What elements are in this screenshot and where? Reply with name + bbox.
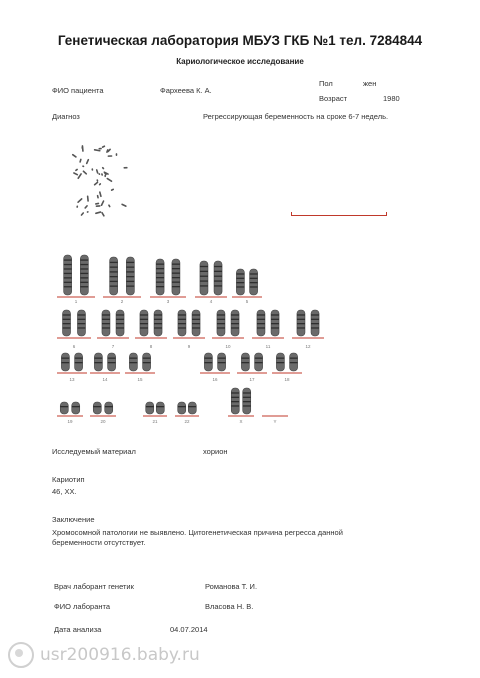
spread-chromosome [73, 172, 79, 176]
spread-chromosome [116, 153, 118, 156]
chromosome-band [140, 323, 148, 324]
chromosome-band [129, 358, 137, 359]
chromosome-number-label: 10 [225, 344, 231, 349]
chromosome-band [80, 277, 88, 278]
chromosome-band [80, 286, 88, 287]
chromosome-band [243, 397, 251, 398]
spread-chromosome [72, 154, 77, 159]
chromosome-band [214, 280, 222, 281]
chromosome-band [231, 323, 239, 324]
chromosome-band [80, 268, 88, 269]
chromosome-band [297, 319, 305, 320]
chromosome-band [236, 278, 244, 279]
spread-chromosome [82, 165, 85, 167]
chromosome-number-label: 1 [74, 299, 78, 304]
chromosome-band [236, 282, 244, 283]
chromosome-band [178, 314, 186, 315]
chromosome-band [271, 323, 279, 324]
chromosome-number-label: X [239, 419, 243, 424]
spread-chromosome [81, 146, 83, 149]
chromosome-band [172, 282, 180, 283]
chromosome-band [257, 319, 265, 320]
chromosome-band [77, 314, 85, 315]
chromosome-band [63, 323, 71, 324]
chromosome-number-label: 12 [305, 344, 311, 349]
spread-chromosome [86, 211, 89, 213]
chromosome-band [214, 276, 222, 277]
baby-logo-icon [8, 642, 34, 668]
karyogram-divider-line [291, 215, 387, 216]
analysis-date-label: Дата анализа [54, 625, 102, 634]
chromosome-number-label: 11 [265, 344, 271, 349]
spread-chromosome [84, 205, 88, 209]
chromosome-number-label: 6 [72, 344, 76, 349]
spread-chromosome [111, 188, 115, 191]
chromosome-band [143, 362, 151, 363]
chromosome-band [64, 282, 72, 283]
chromosome-number-label: 15 [137, 377, 143, 382]
chromosome-number-label: 16 [212, 377, 218, 382]
watermark-text: usr200916.baby.ru [40, 645, 200, 665]
chromosome-band [217, 319, 225, 320]
analysis-date-value: 04.07.2014 [170, 625, 208, 634]
chromosome-band [80, 264, 88, 265]
chromosome-band [156, 286, 164, 287]
chromosome-band [61, 362, 69, 363]
doctor-label: Врач лаборант генетик [54, 582, 134, 591]
spread-chromosome [80, 212, 84, 216]
chromosome-band [178, 323, 186, 324]
chromosome-band [311, 327, 319, 328]
chromosome-band [214, 271, 222, 272]
chromosome-band [231, 392, 239, 393]
chromosome-band [64, 259, 72, 260]
chromosome-band [200, 271, 208, 272]
chromosome-band [156, 406, 164, 407]
chromosome-band [156, 277, 164, 278]
chromosome-band [129, 362, 137, 363]
chromosome [93, 402, 101, 414]
chromosome-band [102, 314, 110, 315]
chromosome-band [102, 319, 110, 320]
chromosome-band [110, 281, 118, 282]
chromosome-number-label: 4 [209, 299, 213, 304]
chromosome-band [297, 323, 305, 324]
chromosome-band [75, 358, 83, 359]
chromosome-band [140, 327, 148, 328]
chromosome-band [172, 286, 180, 287]
material-value: хорион [203, 447, 228, 456]
chromosome-number-label: 3 [166, 299, 170, 304]
diagnosis-label: Диагноз [52, 112, 80, 121]
chromosome-band [64, 277, 72, 278]
chromosome-band [243, 405, 251, 406]
chromosome-band [63, 314, 71, 315]
chromosome-band [108, 358, 116, 359]
chromosome [156, 402, 164, 414]
patient-name-label: ФИО пациента [52, 86, 104, 95]
chromosome-band [200, 280, 208, 281]
chromosome-band [250, 286, 258, 287]
spread-chromosome [82, 170, 87, 175]
spread-chromosome [97, 195, 99, 199]
conclusion-label: Заключение [52, 515, 95, 524]
chromosome-band [64, 264, 72, 265]
metaphase-spread-image [65, 140, 135, 220]
chromosome-band [178, 319, 186, 320]
chromosome-band [143, 358, 151, 359]
chromosome-band [80, 282, 88, 283]
chromosome-band [290, 358, 298, 359]
chromosome-number-label: 5 [245, 299, 249, 304]
chromosome-band [218, 358, 226, 359]
chromosome-band [231, 314, 239, 315]
spread-chromosome [91, 168, 93, 171]
chromosome-band [178, 406, 186, 407]
chromosome-number-label: 21 [152, 419, 158, 424]
chromosome-band [231, 405, 239, 406]
chromosome-band [192, 319, 200, 320]
chromosome-band [217, 314, 225, 315]
chromosome-band [290, 362, 298, 363]
chromosome-band [257, 314, 265, 315]
spread-chromosome [101, 173, 103, 176]
spread-chromosome [108, 155, 113, 157]
chromosome [64, 255, 72, 295]
chromosome-band [217, 323, 225, 324]
chromosome-band [276, 362, 284, 363]
chromosome-band [93, 406, 101, 407]
chromosome-band [243, 401, 251, 402]
chromosome-band [214, 285, 222, 286]
chromosome-band [80, 273, 88, 274]
spread-chromosome [76, 205, 78, 208]
spread-chromosome [101, 212, 105, 217]
chromosome-band [80, 259, 88, 260]
chromosome-band [77, 323, 85, 324]
chromosome-number-label: Y [273, 419, 277, 424]
lab-assistant-label: ФИО лаборанта [54, 602, 111, 611]
spread-chromosome [98, 173, 101, 176]
page-title: Генетическая лаборатория МБУЗ ГКБ №1 тел. 7284844 [57, 33, 423, 48]
chromosome [188, 402, 196, 414]
chromosome-band [146, 406, 154, 407]
chromosome-band [102, 327, 110, 328]
chromosome [178, 402, 186, 414]
spread-chromosome [100, 200, 104, 206]
spread-chromosome [104, 175, 106, 177]
chromosome-band [241, 362, 249, 363]
chromosome [80, 255, 88, 295]
chromosome-band [311, 323, 319, 324]
spread-chromosome [108, 204, 111, 208]
chromosome-band [297, 314, 305, 315]
spread-chromosome [102, 167, 105, 170]
chromosome-band [236, 286, 244, 287]
chromosome-band [126, 281, 134, 282]
chromosome-number-label: 7 [111, 344, 115, 349]
spread-chromosome [77, 173, 82, 180]
chromosome-band [204, 358, 212, 359]
spread-chromosome [123, 167, 127, 169]
spread-chromosome [95, 211, 102, 214]
spread-chromosome [102, 145, 106, 148]
watermark [8, 642, 200, 668]
chromosome-band [192, 323, 200, 324]
chromosome-band [72, 406, 80, 407]
chromosome-band [172, 268, 180, 269]
chromosome-band [116, 314, 124, 315]
chromosome-band [271, 314, 279, 315]
chromosome-number-label: 18 [284, 377, 290, 382]
chromosome-band [126, 276, 134, 277]
chromosome-number-label: 2 [120, 299, 124, 304]
chromosome-band [126, 286, 134, 287]
chromosome-band [156, 273, 164, 274]
spread-chromosome [96, 205, 101, 207]
karyotype-value: 46, XX. [52, 487, 77, 496]
chromosome-band [154, 314, 162, 315]
chromosome-band [60, 406, 68, 407]
chromosome-band [126, 271, 134, 272]
chromosome-band [154, 327, 162, 328]
chromosome-band [110, 276, 118, 277]
chromosome-band [311, 314, 319, 315]
chromosome-number-label: 19 [67, 419, 73, 424]
chromosome-band [250, 282, 258, 283]
age-value: 1980 [383, 94, 400, 103]
chromosome-band [64, 273, 72, 274]
spread-chromosome [98, 148, 101, 150]
chromosome-band [116, 327, 124, 328]
chromosome-number-label: 8 [149, 344, 153, 349]
chromosome-band [63, 319, 71, 320]
patient-name-value: Фархеева К. А. [160, 86, 212, 95]
chromosome-band [231, 401, 239, 402]
spread-chromosome [86, 159, 90, 165]
chromosome-band [172, 264, 180, 265]
chromosome-number-label: 17 [249, 377, 255, 382]
chromosome-number-label: 22 [184, 419, 190, 424]
chromosome-band [218, 362, 226, 363]
chromosome-band [204, 362, 212, 363]
chromosome-band [110, 262, 118, 263]
chromosome-band [75, 362, 83, 363]
chromosome-band [188, 406, 196, 407]
chromosome-number-label: 13 [69, 377, 75, 382]
chromosome-band [77, 319, 85, 320]
chromosome [72, 402, 80, 414]
chromosome-number-label: 9 [187, 344, 191, 349]
chromosome-band [94, 358, 102, 359]
chromosome-band [63, 327, 71, 328]
chromosome-band [276, 358, 284, 359]
chromosome-band [311, 319, 319, 320]
chromosome-band [110, 271, 118, 272]
chromosome-band [126, 267, 134, 268]
sex-label: Пол [319, 79, 333, 88]
chromosome-band [140, 314, 148, 315]
chromosome-band [271, 327, 279, 328]
chromosome-band [271, 319, 279, 320]
spread-chromosome [87, 195, 89, 201]
chromosome-band [108, 362, 116, 363]
chromosome-band [126, 262, 134, 263]
chromosome-band [154, 319, 162, 320]
material-label: Исследуемый материал [52, 447, 136, 456]
doctor-value: Романова Т. И. [205, 582, 258, 591]
chromosome-band [110, 267, 118, 268]
spread-chromosome [99, 191, 102, 197]
spread-chromosome [96, 169, 99, 174]
chromosome-band [241, 358, 249, 359]
chromosome-band [64, 268, 72, 269]
chromosome-band [140, 319, 148, 320]
spread-chromosome [99, 183, 102, 186]
spread-chromosome [106, 178, 112, 183]
chromosome-band [200, 266, 208, 267]
spread-chromosome [75, 168, 78, 171]
chromosome-band [243, 392, 251, 393]
chromosome-band [102, 323, 110, 324]
chromosome [60, 402, 68, 414]
spread-chromosome [77, 198, 83, 204]
chromosome-band [77, 327, 85, 328]
chromosome-band [255, 358, 263, 359]
chromosome-band [192, 314, 200, 315]
diagnosis-value: Регрессирующая беременность на сроке 6-7 недель. [203, 112, 389, 121]
spread-chromosome [121, 203, 127, 207]
spread-chromosome [96, 179, 98, 182]
spread-chromosome [95, 203, 99, 205]
chromosome-band [156, 282, 164, 283]
chromosome-band [172, 277, 180, 278]
chromosome-band [250, 278, 258, 279]
chromosome-band [257, 327, 265, 328]
lab-assistant-value: Власова Н. В. [205, 602, 254, 611]
chromosome-band [297, 327, 305, 328]
chromosome-band [94, 362, 102, 363]
chromosome-band [231, 319, 239, 320]
spread-chromosome [93, 181, 98, 186]
page-subtitle: Кариологическое исследование [176, 57, 304, 66]
chromosome-band [178, 327, 186, 328]
conclusion-text: Хромосомной патологии не выявлено. Цитогенетическая причина регресса данной беременности отсутствует. [52, 528, 343, 547]
chromosome-band [192, 327, 200, 328]
chromosome-number-label: 14 [102, 377, 108, 382]
chromosome-band [200, 285, 208, 286]
chromosome-band [257, 323, 265, 324]
chromosome-band [116, 323, 124, 324]
chromosome-band [200, 276, 208, 277]
chromosome-band [110, 286, 118, 287]
chromosome-band [236, 273, 244, 274]
chromosome [105, 402, 113, 414]
chromosome-band [64, 286, 72, 287]
chromosome-band [105, 406, 113, 407]
chromosome-band [231, 327, 239, 328]
chromosome-band [116, 319, 124, 320]
chromosome-band [217, 327, 225, 328]
chromosome-band [156, 264, 164, 265]
chromosome-band [250, 273, 258, 274]
spread-chromosome [79, 158, 82, 163]
chromosome-band [172, 273, 180, 274]
chromosome [146, 402, 154, 414]
sex-value: жен [363, 79, 377, 88]
chromosome-band [214, 266, 222, 267]
age-label: Возраст [319, 94, 348, 103]
chromosome-band [154, 323, 162, 324]
chromosome-band [231, 397, 239, 398]
chromosome-band [61, 358, 69, 359]
karyotype-label: Кариотип [52, 475, 85, 484]
chromosome-band [255, 362, 263, 363]
chromosome-band [156, 268, 164, 269]
chromosome-number-label: 20 [100, 419, 106, 424]
